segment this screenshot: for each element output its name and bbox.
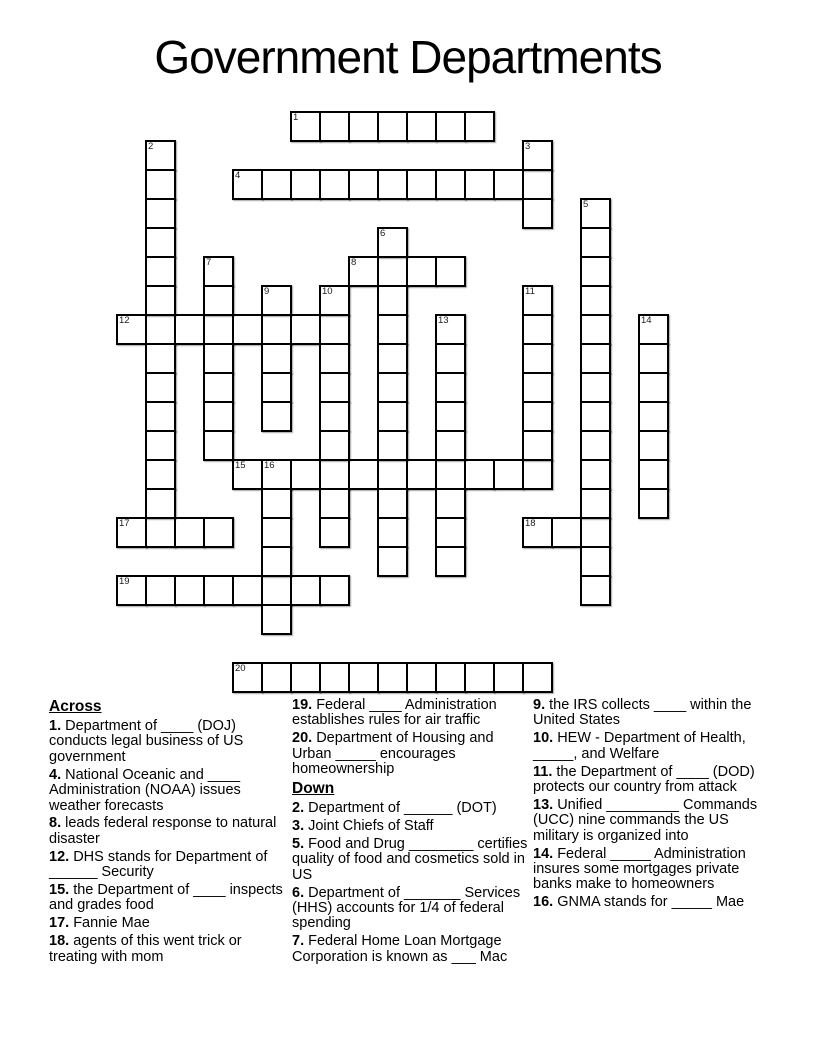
crossword-cell[interactable] — [145, 343, 176, 374]
crossword-cell[interactable] — [261, 488, 292, 519]
crossword-cell[interactable] — [580, 372, 611, 403]
crossword-cell[interactable] — [377, 488, 408, 519]
crossword-cell[interactable] — [580, 343, 611, 374]
clue-number: 18 — [525, 518, 536, 529]
crossword-cell[interactable] — [377, 430, 408, 461]
crossword-cell[interactable] — [145, 488, 176, 519]
crossword-cell[interactable] — [203, 314, 234, 345]
crossword-cell[interactable] — [232, 169, 263, 200]
crossword-cell[interactable] — [435, 111, 466, 142]
clue-down-13: 13. Unified _________ Commands (UCC) nine commands the US military is organized into — [533, 796, 758, 844]
crossword-cell[interactable] — [348, 662, 379, 693]
crossword-cell[interactable] — [580, 430, 611, 461]
crossword-cell[interactable] — [319, 517, 350, 548]
across-header: Across — [49, 698, 102, 715]
crossword-cell[interactable] — [203, 401, 234, 432]
crossword-cell[interactable] — [493, 662, 524, 693]
crossword-cell[interactable] — [203, 517, 234, 548]
crossword-cell[interactable] — [435, 343, 466, 374]
crossword-cell[interactable] — [435, 546, 466, 577]
clue-number: 19 — [119, 576, 130, 587]
crossword-cell[interactable] — [580, 285, 611, 316]
clue-number-label: 17. — [49, 915, 70, 932]
crossword-cell[interactable] — [348, 169, 379, 200]
crossword-cell[interactable] — [377, 401, 408, 432]
crossword-cell[interactable] — [319, 314, 350, 345]
crossword-cell[interactable] — [377, 285, 408, 316]
crossword-cell[interactable] — [290, 111, 321, 142]
crossword-cell[interactable] — [580, 256, 611, 287]
crossword-cell[interactable] — [203, 372, 234, 403]
crossword-cell[interactable] — [203, 430, 234, 461]
clue-across-15: 15. the Department of ____ inspects and grades food — [49, 882, 283, 914]
crossword-cell[interactable] — [145, 459, 176, 490]
crossword-cell[interactable] — [522, 430, 553, 461]
crossword-cell[interactable] — [377, 314, 408, 345]
crossword-cell[interactable] — [377, 372, 408, 403]
crossword-cell[interactable] — [145, 198, 176, 229]
crossword-cell[interactable] — [580, 198, 611, 229]
crossword-cell[interactable] — [319, 401, 350, 432]
crossword-cell[interactable] — [232, 662, 263, 693]
clue-number-label: 18. — [49, 933, 70, 950]
crossword-cell[interactable] — [116, 314, 147, 345]
crossword-cell[interactable] — [290, 459, 321, 490]
clue-column-2 — [292, 698, 536, 968]
crossword-cell[interactable] — [290, 314, 321, 345]
clue-number: 13 — [438, 315, 449, 326]
clue-number: 5 — [583, 199, 589, 210]
crossword-cell[interactable] — [377, 256, 408, 287]
clue-number: 9 — [264, 286, 270, 297]
crossword-cell[interactable] — [319, 169, 350, 200]
clue-down-9: 9. the IRS collects ____ within the United States — [533, 697, 752, 729]
clue-number-label: 10. — [533, 730, 554, 747]
clue-across-20: 20. Department of Housing and Urban _____ encourages homeownership — [292, 730, 494, 778]
crossword-cell[interactable] — [261, 169, 292, 200]
crossword-cell[interactable] — [522, 285, 553, 316]
crossword-cell[interactable] — [522, 517, 553, 548]
clue-across-17: 17. Fannie Mae — [49, 915, 150, 932]
crossword-cell[interactable] — [319, 372, 350, 403]
crossword-cell[interactable] — [145, 256, 176, 287]
clue-number-label: 5. — [292, 835, 305, 852]
crossword-cell[interactable] — [522, 459, 553, 490]
crossword-cell[interactable] — [551, 517, 582, 548]
clue-number: 3 — [525, 141, 531, 152]
crossword-cell[interactable] — [638, 459, 669, 490]
clue-down-2: 2. Department of ______ (DOT) — [292, 800, 497, 817]
clue-across-19: 19. Federal ____ Administration establishes rules for air traffic — [292, 697, 497, 729]
crossword-cell[interactable] — [580, 575, 611, 606]
crossword-cell[interactable] — [145, 314, 176, 345]
crossword-cell[interactable] — [377, 517, 408, 548]
crossword-cell[interactable] — [145, 227, 176, 258]
crossword-cell[interactable] — [435, 314, 466, 345]
crossword-cell[interactable] — [464, 169, 495, 200]
crossword-cell[interactable] — [638, 372, 669, 403]
crossword-cell[interactable] — [464, 111, 495, 142]
crossword-cell[interactable] — [377, 343, 408, 374]
clue-number-label: 9. — [533, 697, 546, 713]
clue-number-label: 16. — [533, 894, 554, 911]
crossword-cell[interactable] — [435, 169, 466, 200]
down-header: Down — [292, 780, 335, 798]
crossword-cell[interactable] — [261, 401, 292, 432]
crossword-cell[interactable] — [145, 401, 176, 432]
crossword-cell[interactable] — [290, 662, 321, 693]
crossword-cell[interactable] — [522, 343, 553, 374]
crossword-cell[interactable] — [435, 256, 466, 287]
crossword-cell[interactable] — [145, 517, 176, 548]
crossword-cell[interactable] — [406, 459, 437, 490]
crossword-cell[interactable] — [435, 430, 466, 461]
crossword-cell[interactable] — [377, 169, 408, 200]
crossword-cell[interactable] — [638, 343, 669, 374]
crossword-cell[interactable] — [116, 575, 147, 606]
clue-number-label: 19. — [292, 697, 313, 713]
clue-number-label: 13. — [533, 796, 554, 813]
crossword-cell[interactable] — [174, 517, 205, 548]
crossword-cell[interactable] — [493, 169, 524, 200]
clue-number: 15 — [235, 460, 246, 471]
clue-down-14: 14. Federal _____ Administration insures some mortgages private banks make to homeowners — [533, 845, 746, 893]
clue-down-3: 3. Joint Chiefs of Staff — [292, 817, 434, 834]
crossword-cell[interactable] — [435, 488, 466, 519]
crossword-cell[interactable] — [203, 256, 234, 287]
crossword-cell[interactable] — [261, 546, 292, 577]
crossword-cell[interactable] — [319, 285, 350, 316]
clue-number: 14 — [641, 315, 652, 326]
crossword-cell[interactable] — [580, 517, 611, 548]
clue-down-16: 16. GNMA stands for _____ Mae — [533, 894, 745, 911]
clue-across-4: 4. National Oceanic and ____ Administration (NOAA) issues weather forecasts — [49, 766, 241, 814]
crossword-cell[interactable] — [319, 343, 350, 374]
crossword-cell[interactable] — [232, 314, 263, 345]
clue-number-label: 4. — [49, 766, 62, 783]
clue-number: 20 — [235, 663, 246, 674]
clue-down-5: 5. Food and Drug ________ certifies quality of food and cosmetics sold in US — [292, 835, 528, 883]
clue-number-label: 14. — [533, 845, 554, 862]
clue-down-6: 6. Department of _______ Services (HHS) accounts for 1/4 of federal spending — [292, 884, 521, 932]
crossword-cell[interactable] — [145, 430, 176, 461]
clue-number-label: 3. — [292, 817, 305, 834]
crossword-cell[interactable] — [145, 169, 176, 200]
crossword-cell[interactable] — [319, 488, 350, 519]
crossword-cell[interactable] — [580, 459, 611, 490]
crossword-cell[interactable] — [406, 111, 437, 142]
crossword-cell[interactable] — [319, 662, 350, 693]
crossword-cell[interactable] — [290, 575, 321, 606]
clue-number: 4 — [235, 170, 241, 181]
crossword-cell[interactable] — [377, 662, 408, 693]
crossword-cell[interactable] — [377, 227, 408, 258]
crossword-cell[interactable] — [348, 256, 379, 287]
clue-across-8: 8. leads federal response to natural disaster — [49, 815, 277, 847]
crossword-cell[interactable] — [638, 401, 669, 432]
clue-number-label: 12. — [49, 848, 70, 865]
crossword-cell[interactable] — [261, 343, 292, 374]
crossword-cell[interactable] — [348, 459, 379, 490]
clue-number-label: 8. — [49, 815, 62, 832]
crossword-cell[interactable] — [290, 169, 321, 200]
clue-column-1 — [49, 698, 293, 968]
clue-number: 16 — [264, 460, 275, 471]
crossword-cell[interactable] — [261, 604, 292, 635]
crossword-cell[interactable] — [145, 575, 176, 606]
crossword-cell[interactable] — [580, 401, 611, 432]
crossword-cell[interactable] — [638, 488, 669, 519]
crossword-cell[interactable] — [522, 198, 553, 229]
clue-number-label: 6. — [292, 884, 305, 901]
crossword-cell[interactable] — [232, 459, 263, 490]
clue-number-label: 2. — [292, 800, 305, 817]
clue-number: 10 — [322, 286, 333, 297]
crossword-cell[interactable] — [377, 111, 408, 142]
crossword-cell[interactable] — [261, 372, 292, 403]
crossword-cell[interactable] — [203, 285, 234, 316]
crossword-cell[interactable] — [580, 546, 611, 577]
crossword-cell[interactable] — [464, 459, 495, 490]
clue-down-7: 7. Federal Home Loan Mortgage Corporation is known as ___ Mac — [292, 933, 508, 965]
clue-number: 8 — [351, 257, 357, 268]
crossword-cell[interactable] — [203, 343, 234, 374]
crossword-cell[interactable] — [377, 546, 408, 577]
clue-number-label: 20. — [292, 730, 313, 747]
clue-number-label: 1. — [49, 718, 62, 734]
crossword-cell[interactable] — [319, 575, 350, 606]
crossword-cell[interactable] — [174, 575, 205, 606]
clue-number-label: 7. — [292, 933, 305, 950]
clue-down-10: 10. HEW - Department of Health, _____, and Welfare — [533, 730, 746, 762]
crossword-cell[interactable] — [377, 459, 408, 490]
crossword-cell[interactable] — [406, 662, 437, 693]
page-title: Government Departments — [154, 31, 662, 83]
crossword-cell[interactable] — [174, 314, 205, 345]
clue-number: 12 — [119, 315, 130, 326]
crossword-cell[interactable] — [522, 401, 553, 432]
crossword-cell[interactable] — [116, 517, 147, 548]
clue-across-12: 12. DHS stands for Department of ______ Security — [49, 848, 268, 881]
crossword-cell[interactable] — [435, 517, 466, 548]
clue-number: 2 — [148, 141, 154, 152]
crossword-cell[interactable] — [232, 575, 263, 606]
crossword-cell[interactable] — [638, 314, 669, 345]
clue-across-18: 18. agents of this went trick or treating with mom — [49, 933, 242, 965]
crossword-cell[interactable] — [435, 372, 466, 403]
crossword-cell[interactable] — [435, 662, 466, 693]
clue-column-3 — [533, 698, 777, 913]
crossword-cell[interactable] — [464, 662, 495, 693]
crossword-cell[interactable] — [203, 575, 234, 606]
crossword-cell[interactable] — [580, 488, 611, 519]
crossword-cell[interactable] — [261, 285, 292, 316]
crossword-cell[interactable] — [435, 459, 466, 490]
crossword-cell[interactable] — [261, 517, 292, 548]
crossword-cell[interactable] — [493, 459, 524, 490]
crossword-cell[interactable] — [319, 459, 350, 490]
crossword-cell[interactable] — [145, 372, 176, 403]
crossword-cell[interactable] — [435, 401, 466, 432]
crossword-cell[interactable] — [261, 662, 292, 693]
crossword-cell[interactable] — [522, 372, 553, 403]
crossword-cell[interactable] — [522, 314, 553, 345]
crossword-cell[interactable] — [522, 662, 553, 693]
clue-across-1: 1. Department of ____ (DOJ) conducts legal business of US government — [49, 718, 244, 765]
clue-number-label: 11. — [533, 763, 553, 780]
crossword-cell[interactable] — [348, 111, 379, 142]
clue-number: 6 — [380, 228, 386, 239]
crossword-cell[interactable] — [145, 285, 176, 316]
crossword-cell[interactable] — [580, 314, 611, 345]
clue-number: 1 — [293, 112, 299, 123]
clue-number: 7 — [206, 257, 212, 268]
clue-number: 11 — [525, 286, 535, 297]
crossword-cell[interactable] — [522, 140, 553, 171]
crossword-cell[interactable] — [319, 430, 350, 461]
crossword-cell[interactable] — [145, 140, 176, 171]
crossword-cell[interactable] — [261, 575, 292, 606]
crossword-cell[interactable] — [406, 169, 437, 200]
crossword-cell[interactable] — [638, 430, 669, 461]
crossword-cell[interactable] — [261, 314, 292, 345]
clue-down-11: 11. the Department of ____ (DOD) protects our country from attack — [533, 763, 755, 796]
crossword-cell[interactable] — [319, 111, 350, 142]
clue-number-label: 15. — [49, 882, 70, 899]
clue-number: 17 — [119, 518, 130, 529]
crossword-cell[interactable] — [406, 256, 437, 287]
crossword-cell[interactable] — [261, 459, 292, 490]
crossword-cell[interactable] — [580, 227, 611, 258]
crossword-cell[interactable] — [522, 169, 553, 200]
